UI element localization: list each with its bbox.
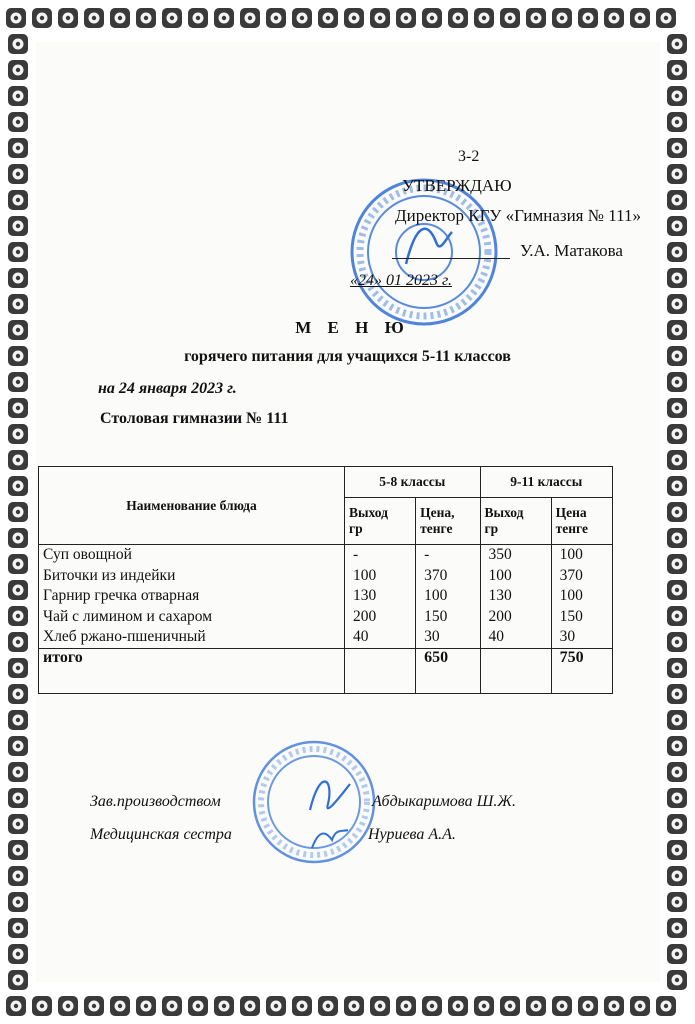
border-ornament — [8, 294, 28, 314]
value: 100 — [559, 546, 583, 563]
border-ornament — [8, 34, 28, 54]
border-ornament — [8, 762, 28, 782]
border-ornament — [292, 8, 312, 28]
border-ornament — [32, 8, 52, 28]
value: 150 — [424, 607, 448, 625]
value: 130 — [353, 587, 377, 604]
border-ornament — [110, 996, 130, 1016]
signature-name-nurse: Нуриева А.А. — [368, 826, 456, 843]
border-ornament — [8, 580, 28, 600]
border-ornament — [578, 996, 598, 1016]
table-body-row — [39, 545, 613, 649]
border-ornament — [266, 996, 286, 1016]
border-ornament — [8, 190, 28, 210]
border-ornament — [6, 8, 26, 28]
border-ornament — [667, 86, 687, 106]
border-ornament — [667, 60, 687, 80]
value: - — [424, 546, 430, 563]
border-ornament — [8, 528, 28, 548]
border-ornament — [667, 242, 687, 262]
border-ornament — [667, 736, 687, 756]
border-ornament — [667, 632, 687, 652]
border-ornament — [526, 996, 546, 1016]
canteen-name: Столовая гимназии № 111 — [100, 410, 289, 427]
value: 100 — [559, 587, 583, 604]
border-ornament — [667, 892, 687, 912]
border-ornament — [110, 8, 130, 28]
value: 100 — [353, 566, 377, 584]
school-seal-stamp — [348, 176, 500, 328]
border-ornament — [474, 996, 494, 1016]
border-ornament — [396, 996, 416, 1016]
value: 370 — [559, 566, 583, 584]
border-ornament — [667, 788, 687, 808]
value: 150 — [559, 607, 583, 625]
border-ornament — [8, 892, 28, 912]
border-ornament — [8, 658, 28, 678]
border-ornament — [8, 710, 28, 730]
border-ornament — [552, 996, 572, 1016]
border-ornament — [8, 970, 28, 990]
table-header-row — [39, 467, 613, 498]
border-ornament — [8, 866, 28, 886]
border-ornament — [422, 8, 442, 28]
total-5-8: 650 — [416, 648, 480, 693]
border-ornament — [667, 580, 687, 600]
border-ornament — [240, 8, 260, 28]
border-ornament — [630, 8, 650, 28]
border-ornament — [8, 164, 28, 184]
border-ornament — [667, 658, 687, 678]
menu-date: на 24 января 2023 г. — [98, 380, 237, 397]
border-ornament — [667, 164, 687, 184]
border-ornament — [604, 8, 624, 28]
border-ornament — [552, 8, 572, 28]
border-ornament — [32, 996, 52, 1016]
border-ornament — [8, 216, 28, 236]
border-ornament — [292, 996, 312, 1016]
border-ornament — [667, 554, 687, 574]
director-name: У.А. Матакова — [520, 241, 623, 260]
border-ornament — [318, 996, 338, 1016]
approval-heading: УТВЕРЖДАЮ — [402, 176, 512, 195]
director-title: Директор КГУ «Гимназия № 111» — [395, 206, 641, 225]
border-ornament — [667, 840, 687, 860]
border-ornament — [667, 34, 687, 54]
border-ornament — [8, 606, 28, 626]
border-ornament — [656, 996, 676, 1016]
page-title: М Е Н Ю — [295, 318, 410, 337]
border-ornament — [8, 242, 28, 262]
value: 100 — [488, 566, 512, 584]
subheader-price: Цена, тенге — [416, 498, 480, 545]
border-ornament — [604, 996, 624, 1016]
dish-name: Суп овощной — [43, 546, 132, 563]
border-ornament — [667, 502, 687, 522]
value: 40 — [353, 628, 369, 645]
dish-names-cell — [39, 545, 345, 649]
border-ornament — [8, 398, 28, 418]
border-ornament — [162, 8, 182, 28]
column-header-dish: Наименование блюда — [39, 467, 345, 545]
border-ornament — [8, 476, 28, 496]
dish-name: Гарнир гречка отварная — [43, 587, 200, 604]
subheader-price-2: Цена тенге — [551, 498, 612, 545]
value: 200 — [488, 607, 512, 625]
border-ornament — [84, 8, 104, 28]
dish-name: Хлеб ржано-пшеничный — [43, 628, 206, 645]
border-ornament — [162, 996, 182, 1016]
border-ornament — [240, 996, 260, 1016]
border-ornament — [667, 606, 687, 626]
border-ornament — [318, 8, 338, 28]
border-ornament — [58, 8, 78, 28]
border-ornament — [8, 112, 28, 132]
border-ornament — [578, 8, 598, 28]
document-code: 3-2 — [458, 148, 480, 165]
border-ornament — [667, 710, 687, 730]
border-ornament — [136, 996, 156, 1016]
value: 100 — [424, 587, 448, 604]
subheader-yield: Выход гр — [345, 498, 416, 545]
border-ornament — [214, 996, 234, 1016]
border-ornament — [667, 112, 687, 132]
column-group-5-8: 5-8 классы — [345, 467, 481, 498]
value: 370 — [424, 566, 448, 584]
border-ornament — [8, 736, 28, 756]
border-ornament — [58, 996, 78, 1016]
menu-table — [38, 466, 613, 694]
border-ornament — [8, 60, 28, 80]
border-ornament — [8, 554, 28, 574]
border-ornament — [667, 476, 687, 496]
border-ornament — [667, 450, 687, 470]
border-ornament — [8, 814, 28, 834]
border-ornament — [8, 944, 28, 964]
subheader-yield-2: Выход гр — [480, 498, 551, 545]
border-ornament — [667, 918, 687, 938]
border-ornament — [344, 996, 364, 1016]
border-ornament — [656, 8, 676, 28]
border-ornament — [370, 8, 390, 28]
signature-role-production: Зав.производством — [90, 793, 221, 810]
border-ornament — [667, 762, 687, 782]
border-ornament — [630, 996, 650, 1016]
border-ornament — [8, 450, 28, 470]
canteen-stamp — [250, 738, 378, 866]
column-group-9-11: 9-11 классы — [480, 467, 613, 498]
border-ornament — [8, 424, 28, 444]
border-ornament — [526, 8, 546, 28]
border-ornament — [667, 866, 687, 886]
yield-5-8-cell — [345, 545, 416, 649]
border-ornament — [8, 918, 28, 938]
value: 200 — [353, 607, 377, 625]
yield-9-11-cell — [480, 545, 551, 649]
border-ornament — [8, 684, 28, 704]
border-ornament — [214, 8, 234, 28]
border-ornament — [188, 8, 208, 28]
border-ornament — [667, 294, 687, 314]
signature-name-production: Абдыкаримова Ш.Ж. — [372, 793, 516, 810]
border-ornament — [422, 996, 442, 1016]
border-ornament — [667, 970, 687, 990]
border-ornament — [8, 840, 28, 860]
border-ornament — [8, 632, 28, 652]
border-ornament — [8, 502, 28, 522]
border-ornament — [667, 424, 687, 444]
border-ornament — [474, 8, 494, 28]
border-ornament — [667, 814, 687, 834]
border-ornament — [667, 372, 687, 392]
signature-line — [392, 258, 510, 259]
price-9-11-cell — [551, 545, 612, 649]
border-ornament — [370, 996, 390, 1016]
dish-name: Чай с лимином и сахаром — [43, 607, 213, 625]
table-total-row — [39, 648, 613, 693]
border-ornament — [667, 398, 687, 418]
border-ornament — [8, 86, 28, 106]
border-ornament — [136, 8, 156, 28]
border-ornament — [8, 268, 28, 288]
border-ornament — [448, 996, 468, 1016]
signature-role-nurse: Медицинская сестра — [90, 826, 232, 843]
border-ornament — [8, 372, 28, 392]
price-5-8-cell — [416, 545, 480, 649]
value: 30 — [559, 628, 576, 645]
border-ornament — [8, 788, 28, 808]
border-ornament — [500, 996, 520, 1016]
border-ornament — [667, 216, 687, 236]
border-ornament — [448, 8, 468, 28]
total-empty-cell — [480, 648, 551, 693]
border-ornament — [266, 8, 286, 28]
border-ornament — [84, 996, 104, 1016]
value: 130 — [488, 587, 512, 604]
border-ornament — [667, 684, 687, 704]
border-ornament — [6, 996, 26, 1016]
border-ornament — [667, 138, 687, 158]
border-ornament — [188, 996, 208, 1016]
border-ornament — [667, 190, 687, 210]
page-subtitle: горячего питания для учащихся 5-11 классов — [184, 348, 511, 365]
approval-date: «24» 01 2023 г. — [350, 272, 453, 289]
border-ornament — [396, 8, 416, 28]
value: 350 — [488, 546, 512, 563]
value: 40 — [488, 628, 504, 645]
total-9-11: 750 — [551, 648, 612, 693]
border-ornament — [667, 944, 687, 964]
value: 30 — [424, 628, 440, 645]
dish-name: Биточки из индейки — [43, 566, 176, 584]
border-ornament — [667, 268, 687, 288]
border-ornament — [8, 138, 28, 158]
total-empty-cell — [345, 648, 416, 693]
border-ornament — [344, 8, 364, 28]
border-ornament — [500, 8, 520, 28]
value: - — [353, 546, 359, 563]
border-ornament — [667, 528, 687, 548]
total-label: итого — [39, 648, 345, 693]
